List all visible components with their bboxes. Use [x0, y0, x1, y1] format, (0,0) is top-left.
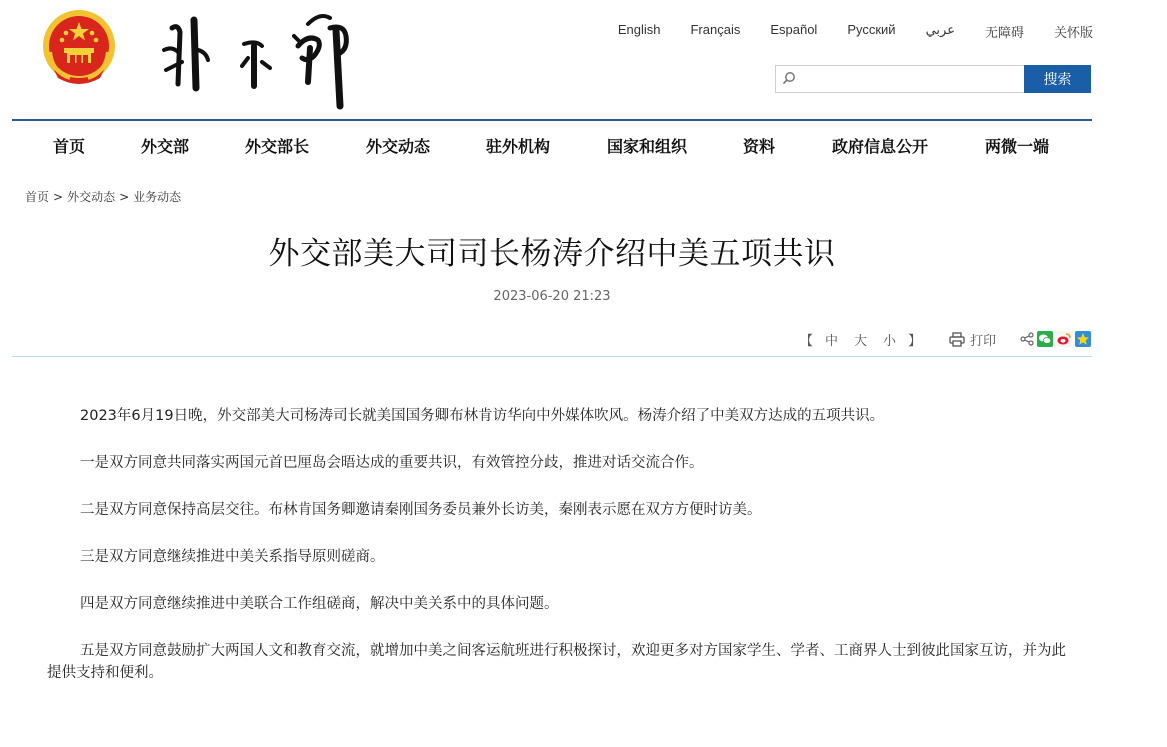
qzone-icon[interactable] [1075, 331, 1091, 347]
share-icon [1020, 332, 1034, 346]
lang-french-link[interactable]: Français [690, 22, 741, 37]
main-nav [12, 119, 1092, 171]
search-bar [775, 65, 1091, 93]
print-icon [949, 332, 965, 347]
national-emblem-logo[interactable] [40, 8, 118, 88]
search-button[interactable]: 搜索 [1024, 65, 1091, 93]
search-box [775, 65, 1024, 93]
print-button[interactable] [949, 330, 996, 349]
wechat-icon[interactable] [1037, 331, 1053, 347]
care-version-link[interactable]: 关怀版 [1053, 25, 1093, 40]
article-paragraph: 二是双方同意保持高层交往。布林肯国务卿邀请秦刚国务委员兼外长访美，秦刚表示愿在双方方便时访美。 [80, 502, 762, 518]
article-paragraph: 2023年6月19日晚，外交部美大司杨涛司长就美国国务卿布林肯访华向中外媒体吹风。杨涛介绍了中美双方达成的五项共识。 [80, 408, 885, 424]
article-toolbar [796, 330, 1091, 348]
content-divider [12, 356, 1092, 357]
font-size-large-button[interactable]: 大 [854, 333, 868, 349]
lang-english-link[interactable]: English [617, 22, 661, 37]
lang-russian-link[interactable]: Русский [847, 22, 896, 37]
print-label: 打印 [970, 333, 997, 349]
article-paragraph: 四是双方同意继续推进中美联合工作组磋商，解决中美关系中的具体问题。 [80, 596, 559, 612]
lang-spanish-link[interactable]: Español [770, 22, 818, 37]
breadcrumb-separator: > [53, 190, 64, 204]
font-size-selector [796, 330, 925, 349]
nav-item-home[interactable]: 首页 [53, 137, 86, 156]
nav-item-government-information[interactable]: 政府信息公开 [832, 137, 929, 156]
share-group [1020, 331, 1091, 347]
breadcrumb-business-news[interactable]: 业务动态 [133, 190, 182, 204]
breadcrumb-home[interactable]: 首页 [25, 190, 50, 204]
breadcrumb-separator: > [119, 190, 130, 204]
lang-arabic-link[interactable]: عربي [925, 22, 955, 37]
ministry-calligraphy-logo[interactable] [158, 6, 363, 110]
nav-item-countries-organizations[interactable]: 国家和组织 [607, 137, 688, 156]
breadcrumb-diplomatic-news[interactable]: 外交动态 [67, 190, 116, 204]
font-size-small-button[interactable]: 小 [883, 333, 897, 349]
article-date: 2023-06-20 21:23 [493, 289, 611, 304]
nav-item-minister[interactable]: 外交部长 [245, 137, 310, 156]
search-icon [782, 71, 796, 85]
article-body [47, 405, 1067, 709]
article-paragraph: 三是双方同意继续推进中美关系指导原则磋商。 [80, 549, 385, 565]
nav-item-ministry[interactable]: 外交部 [141, 137, 190, 156]
bracket-close: 】 [908, 333, 922, 349]
nav-item-diplomatic-news[interactable]: 外交动态 [366, 137, 431, 156]
search-input[interactable] [800, 66, 1014, 92]
article-title: 外交部美大司司长杨涛介绍中美五项共识 [268, 236, 836, 272]
breadcrumb [25, 188, 181, 205]
font-size-medium-button[interactable]: 中 [825, 333, 839, 349]
bracket-open: 【 [800, 333, 814, 349]
nav-item-missions-abroad[interactable]: 驻外机构 [486, 137, 551, 156]
weibo-icon[interactable] [1056, 331, 1072, 347]
article-paragraph: 五是双方同意鼓励扩大两国人文和教育交流，就增加中美之间客运航班进行积极探讨，欢迎更多对方国家学生、学者、工商界人士到彼此国家互访，并为此提供支持和便利。 [47, 643, 1066, 681]
article-paragraph: 一是双方同意共同落实两国元首巴厘岛会晤达成的重要共识，有效管控分歧，推进对话交流合作。 [80, 455, 704, 471]
nav-item-resources[interactable]: 资料 [743, 137, 776, 156]
language-bar [588, 22, 1093, 41]
nav-item-social-media[interactable]: 两微一端 [985, 137, 1050, 156]
accessibility-link[interactable]: 无障碍 [984, 25, 1024, 40]
